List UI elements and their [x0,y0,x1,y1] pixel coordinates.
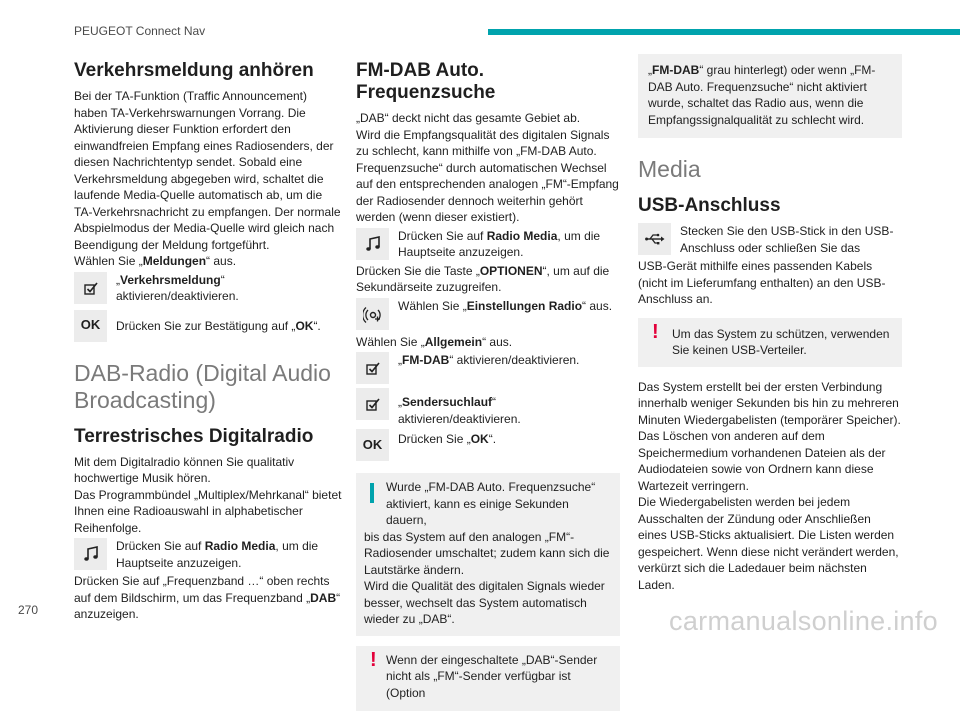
watermark: carmanualsonline.info [669,606,938,636]
step-ok: OK Drücken Sie „OK“. [356,429,620,463]
running-head: PEUGEOT Connect Nav [74,24,206,38]
warning-icon: ! [652,320,659,343]
info-icon [370,483,374,503]
traffic-paragraph: Bei der TA-Funktion (Traffic Announcement) haben TA-Verkehrswarnungen Vorrang. Die Aktivierung dieser Funktion erfordert den einwandfreien Empfang eines Radiosenders, der diesen Nachrichtentyp sendet. Sobald eine Verkehrsmeldung abgegeben wird, schaltet die laufende Media-Quelle automatisch ab, um die TA-Verkehrsnachricht zu empfangen. Der normale Abspielmodus der Media-Quelle wird gleich nach Beendigung der Meldung fortgeführt. [74,89,341,252]
select-meldungen: Wählen Sie „Meldungen“ aus. [74,254,237,268]
warning-note: ! Wenn der eingeschaltete „DAB“-Sender nicht als „FM“-Sender verfügbar ist (Option [356,646,620,712]
step-radio-media-2: Drücken Sie auf Radio Media, um die Hauptseite anzuzeigen. [356,228,620,261]
fm-dab-paragraph: „DAB“ deckt nicht das gesamte Gebiet ab. Wird die Empfangsqualität des digitalen Signals zu schlecht, kann mithilfe von „FM-DAB Auto. Frequenzsuche“ durch automatischen Wechsel auf den entsprechenden analogen „FM“-Empfang der Radiosender dennoch weiterhin gehört werden (wenn dieser existiert). [356,111,619,224]
usb-icon [638,223,671,255]
playlist-paragraph: Das System erstellt bei der ersten Verbindung innerhalb weniger Sekunden bis hin zu mehreren Minuten Wiedergabelisten (temporärer Speicher). Das Löschen von anderen auf dem Speichermedium vorhandenen Dateien als der Audiodateien sowie von Ordnern kann diese Wartezeit verringern. Die Wiedergabelisten werden bei jedem Ausschalten der Zündung oder Anschließen eines USB-Sticks aktualisiert. Die Listen werden gespeichert. Wenn diese nicht verändert werden, verkürzt sich die Ladedauer beim nächsten Laden. [638,379,901,592]
allgemein-instruction: Wählen Sie „Allgemein“ aus. [356,334,513,349]
heading-usb: USB-Anschluss [638,195,781,216]
music-note-icon [74,538,107,570]
radio-settings-icon [356,298,389,330]
warning-icon: ! [370,648,377,671]
heading-traffic: Verkehrsmeldung anhören [74,60,314,81]
usb-paragraph: USB-Gerät mithilfe eines passenden Kabels (nicht im Lieferumfang enthalten) an den USB-Anschluss an. [638,259,886,306]
checkbox-icon [356,388,389,420]
heading-dab-radio: DAB-Radio (Digital Audio Broadcasting) [74,359,331,413]
column-2 [356,52,620,719]
step-einstellungen-radio: Wählen Sie „Einstellungen Radio“ aus. [356,298,620,332]
checkbox-icon [356,352,389,384]
info-note: Wurde „FM-DAB Auto. Frequenzsuche“ aktiviert, kann es einige Sekunden dauern, bis das System auf den analogen „FM“-Radiosender umschaltet; zudem kann sich die Lautstärke ändern. Wird die Qualität des digitalen Signals wieder besser, wechselt das System automatisch wieder zu „DAB“. [356,473,620,636]
step-ok-confirm: OK Drücken Sie zur Bestätigung auf „OK“. [74,310,342,344]
ok-icon: OK [356,429,389,461]
column-1 [74,52,342,623]
step-verkehrsmeldung: „Verkehrsmeldung“ aktivieren/deaktivieren. [74,272,342,306]
band-instruction: Drücken Sie auf „Frequenzband …“ oben rechts auf dem Bildschirm, um das Frequenzband „DAB“ anzuzeigen. [74,574,341,621]
step-usb: Stecken Sie den USB-Stick in den USB-Anschluss oder schließen Sie das [638,223,902,256]
checkbox-icon [74,272,107,304]
header-accent-bar [488,29,960,35]
usb-warning-note: ! Um das System zu schützen, verwenden Sie keinen USB-Verteiler. [638,318,902,367]
column-3 [638,52,902,593]
optionen-instruction: Drücken Sie die Taste „OPTIONEN“, um auf die Sekundärseite zuzugreifen. [356,263,610,294]
warning-continued: „FM-DAB“ grau hinterlegt) oder wenn „FM-DAB Auto. Frequenzsuche“ nicht aktiviert wurde, schaltet das Radio aus, wenn die Empfangssignalqualität zu schlecht wird. [638,54,902,138]
heading-media: Media [638,156,701,182]
music-note-icon [356,228,389,260]
heading-fm-dab: FM-DAB Auto. Frequenzsuche [356,60,496,103]
heading-terrestrial: Terrestrisches Digitalradio [74,425,314,447]
step-radio-media: Drücken Sie auf Radio Media, um die Hauptseite anzuzeigen. [74,538,342,571]
page-number: 270 [18,603,39,617]
terrestrial-paragraph: Mit dem Digitalradio können Sie qualitativ hochwertige Musik hören. Das Programmbündel „Multiplex/Mehrkanal“ bietet Ihnen eine Radioauswahl in alphabetischer Reihenfolge. [74,454,342,535]
step-sendersuchlauf-toggle: „Sendersuchlauf“ aktivieren/deaktivieren. [356,388,620,427]
step-fm-dab-toggle: „FM-DAB“ aktivieren/deaktivieren. [356,352,620,386]
ok-icon: OK [74,310,107,342]
